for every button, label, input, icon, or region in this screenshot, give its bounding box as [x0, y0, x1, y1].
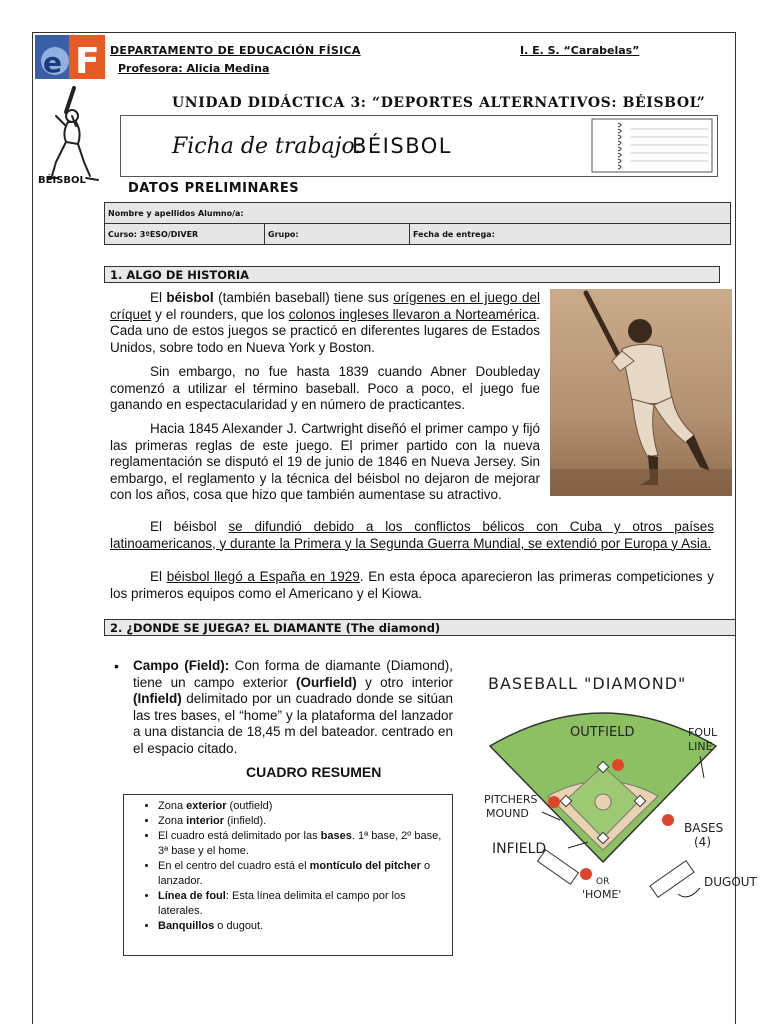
beisbol-caption: BÉISBOL — [38, 175, 86, 186]
outfield-label: OUTFIELD — [570, 725, 635, 740]
ficha-label: Ficha de trabajo: — [172, 134, 363, 159]
unit-title: UNIDAD DIDÁCTICA 3: “DEPORTES ALTERNATIVOS: BÉISBOL” — [172, 95, 706, 111]
ficha-topic: BÉISBOL — [352, 134, 452, 158]
notebook-icon — [590, 117, 714, 174]
summary-item: • Zona interior (infield). — [158, 814, 452, 829]
pitchers-mound-label: PITCHERS — [484, 793, 538, 806]
historia-paragraph-5: El béisbol llegó a España en 1929. En esta época aparecieron las primeras competiciones y los primeros equipos como el Americano y el Kiowa. — [110, 569, 714, 601]
summary-item: • Zona exterior (outfield) — [158, 799, 452, 814]
batter-clipart — [44, 86, 110, 186]
fecha-field[interactable]: Fecha de entrega: — [410, 224, 731, 245]
baseball-diamond-diagram — [478, 662, 766, 912]
diagram-title: BASEBALL "DIAMOND" — [488, 674, 687, 693]
historia-paragraph-2: Sin embargo, no fue hasta 1839 cuando Abner Doubleday comenzó a utilizar el término baseball. Poco a poco, el juego fue ganando en espectacularidad y en número de practicantes. — [110, 364, 540, 412]
home-label: OR — [596, 877, 610, 887]
summary-item: • El cuadro está delimitado por las bases. 1ª base, 2º base, 3ª base y el home. — [158, 829, 452, 859]
school-name: I. E. S. “Carabelas” — [520, 44, 640, 57]
foul-line-label: FOUL — [688, 726, 718, 739]
campo-description: Campo (Field): Con forma de diamante (Diamond), tiene un campo exterior (Ourfield) y otro interior (Infield) delimitado por un cuadrado donde se sitúan las tres bases, el “home” y la plataforma del lanzador a una distancia de 18,45 m del bateador. centrado en el espacio citado. — [133, 658, 453, 756]
home-label: 'HOME' — [582, 888, 622, 901]
cuadro-resumen-title: CUADRO RESUMEN — [246, 764, 382, 780]
summary-box — [123, 794, 453, 956]
bases-label: BASES — [684, 821, 724, 835]
infield-label: INFIELD — [492, 841, 547, 857]
section-historia-title: 1. ALGO DE HISTORIA — [104, 266, 720, 283]
historia-paragraph-1: El béisbol (también baseball) tiene sus orígenes en el juego del críquet y el rounders, que los colonos ingleses llevaron a Norteamérica. Cada uno de estos juegos se practicó en diferentes lugares de Estados Unidos, sobre todo en Nueva York y Boston. — [110, 290, 540, 355]
historia-paragraph-3: Hacia 1845 Alexander J. Cartwright diseñó el primer campo y fijó las primeras reglas de este juego. El primer partido con la nueva reglamentación se disputó el 19 de junio de 1846 en Nueva Jersey. Sin embargo, el reglamento y la técnica del béisbol no dejaron de mejorar con los años, cosa que hizo que también aumentase su atractivo. — [110, 421, 540, 502]
grupo-field[interactable]: Grupo: — [265, 224, 410, 245]
teacher-name: Profesora: Alicia Medina — [118, 62, 270, 75]
department-name: DEPARTAMENTO DE EDUCACIÓN FÍSICA — [110, 44, 361, 57]
summary-item: • Línea de foul: Esta línea delimita el campo por los laterales. — [158, 889, 452, 919]
datos-title: DATOS PRELIMINARES — [128, 181, 300, 196]
dugout-label: DUGOUT — [704, 875, 757, 889]
student-info-table — [104, 202, 731, 245]
pitchers-mound-label: MOUND — [486, 807, 529, 820]
summary-item: • Banquillos o dugout. — [158, 919, 452, 934]
historia-paragraph-4: El béisbol se difundió debido a los conflictos bélicos con Cuba y otros países latinoamericanos, y durante la Primera y la Segunda Guerra Mundial, se extendió por Europa y Asia. — [110, 519, 714, 551]
name-field[interactable]: Nombre y apellidos Alumno/a: — [105, 203, 731, 224]
curso-field[interactable]: Curso: 3ºESO/DIVER — [105, 224, 265, 245]
ef-logo — [35, 35, 105, 79]
baseball-player-photo — [550, 289, 732, 496]
foul-line-label: LINE — [688, 740, 713, 753]
bullet-dot: • — [114, 658, 119, 674]
summary-item: • En el centro del cuadro está el montículo del pitcher o lanzador. — [158, 859, 452, 889]
bases-label: (4) — [694, 835, 711, 849]
svg-text:e: e — [43, 46, 62, 79]
section-diamante-title: 2. ¿DONDE SE JUEGA? EL DIAMANTE (The diamond) — [104, 619, 736, 636]
svg-text:F: F — [75, 41, 100, 79]
